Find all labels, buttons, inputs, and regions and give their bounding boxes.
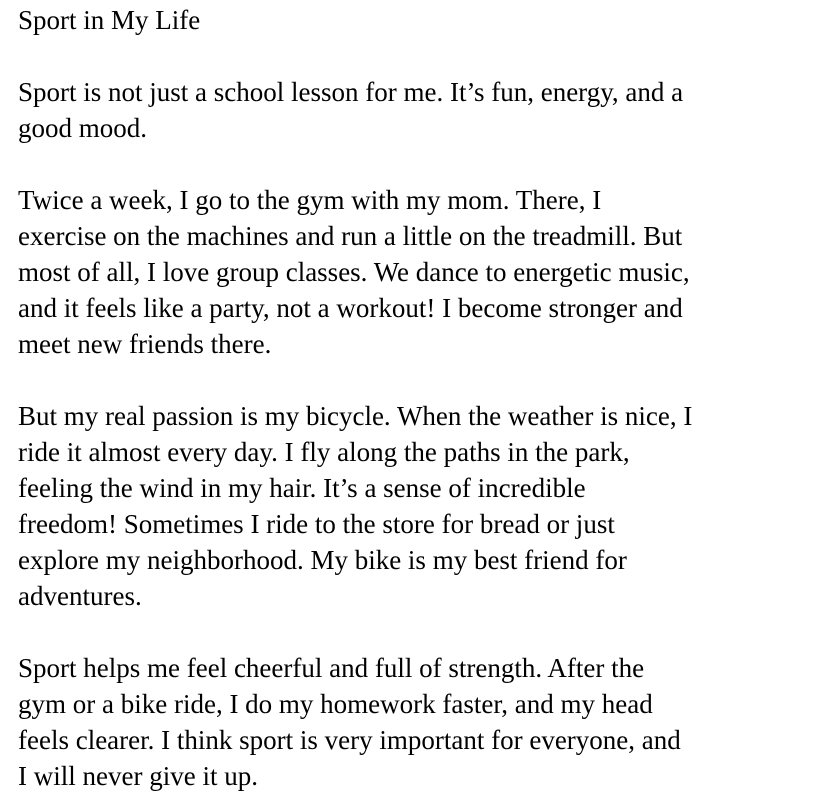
paragraph-line: good mood. <box>18 113 148 143</box>
paragraph-line: feels clearer. I think sport is very important for everyone, and <box>18 725 681 755</box>
paragraph-line: Sport helps me feel cheerful and full of strength. After the <box>18 653 645 683</box>
paragraph-line: Sport is not just a school lesson for me. It’s fun, energy, and a <box>18 77 684 107</box>
paragraph-line: meet new friends there. <box>18 329 272 359</box>
paragraph-line: explore my neighborhood. My bike is my best friend for <box>18 545 627 575</box>
document-body <box>18 0 808 794</box>
paragraph-line: Twice a week, I go to the gym with my mom. There, I <box>18 185 602 215</box>
paragraph-line: ride it almost every day. I fly along the paths in the park, <box>18 437 630 467</box>
document-title: Sport in My Life <box>18 5 201 35</box>
paragraph-bicycle <box>18 398 808 614</box>
paragraph-line: gym or a bike ride, I do my homework faster, and my head <box>18 689 653 719</box>
paragraph-gym <box>18 182 808 362</box>
paragraph-line: exercise on the machines and run a little on the treadmill. But <box>18 221 683 251</box>
paragraph-line: freedom! Sometimes I ride to the store for bread or just <box>18 509 615 539</box>
paragraph-line: most of all, I love group classes. We dance to energetic music, <box>18 257 690 287</box>
paragraph-line: But my real passion is my bicycle. When the weather is nice, I <box>18 401 693 431</box>
paragraph-line: and it feels like a party, not a workout! I become stronger and <box>18 293 683 323</box>
paragraph-intro <box>18 74 808 146</box>
paragraph-line: adventures. <box>18 581 142 611</box>
paragraph-line: feeling the wind in my hair. It’s a sense of incredible <box>18 473 586 503</box>
paragraph-conclusion <box>18 650 808 794</box>
paragraph-line: I will never give it up. <box>18 761 258 791</box>
